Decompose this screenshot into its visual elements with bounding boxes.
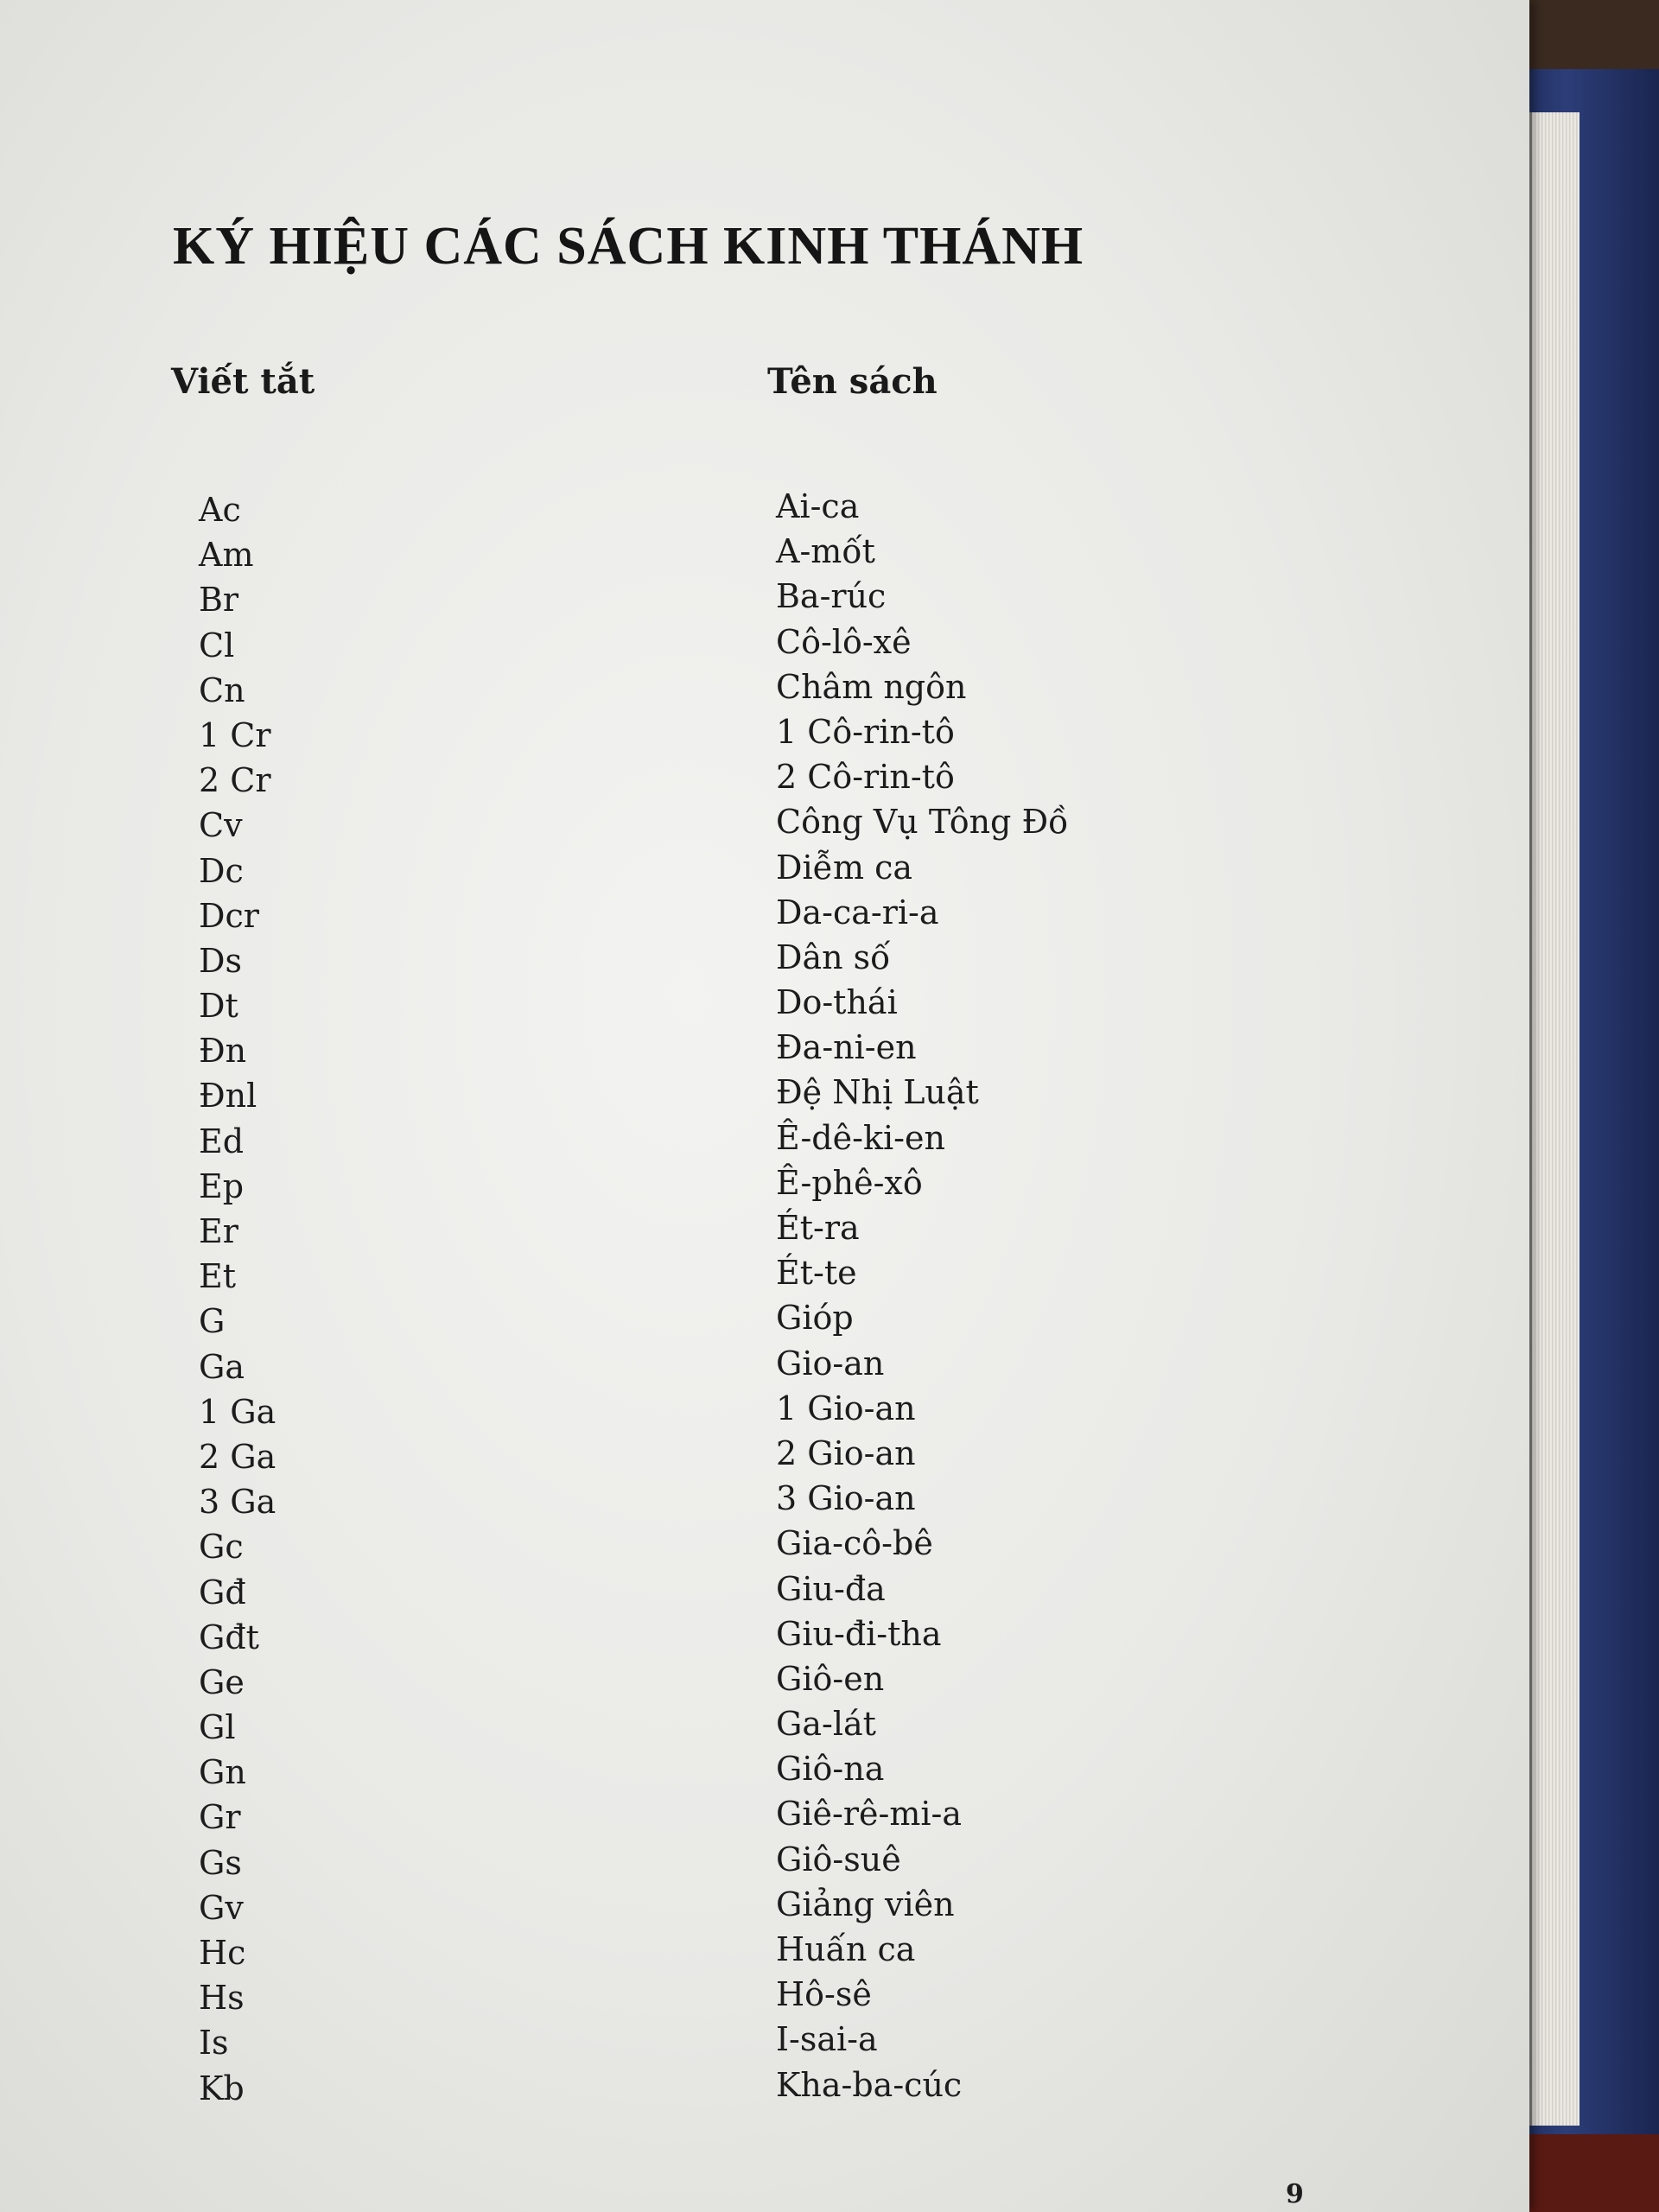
abbreviation-item: Gđ: [199, 1573, 246, 1611]
abbreviation-item: Dcr: [199, 896, 259, 935]
book-name-item: Ét-te: [776, 1254, 857, 1293]
book-name-item: Công Vụ Tông Đồ: [776, 803, 1069, 842]
abbreviation-item: Đnl: [199, 1077, 257, 1116]
abbreviation-item: Gn: [199, 1753, 246, 1792]
abbreviation-item: 2 Ga: [199, 1437, 276, 1476]
page-edges: [1529, 112, 1580, 2126]
abbreviation-item: Ge: [199, 1662, 245, 1701]
book-name-item: 2 Cô-rin-tô: [776, 758, 955, 797]
abbreviation-item: Cv: [199, 806, 243, 845]
abbreviation-column-header: Viết tắt: [171, 361, 315, 402]
abbreviation-item: 1 Cr: [199, 715, 271, 754]
book-name-item: 2 Gio-an: [776, 1433, 916, 1472]
abbreviation-item: Kb: [199, 2069, 245, 2107]
page-number: 9: [1286, 2179, 1304, 2209]
abbreviation-item: Gđt: [199, 1618, 259, 1656]
abbreviation-item: Ga: [199, 1347, 245, 1386]
abbreviation-item: Ep: [199, 1166, 245, 1205]
book-name-item: Da-ca-ri-a: [776, 893, 939, 931]
book-name-item: Ê-phê-xô: [776, 1163, 923, 1202]
book-name-list: [776, 484, 1068, 2107]
book-name-item: Do-thái: [776, 983, 898, 1022]
book-name-item: Ê-dê-ki-en: [776, 1118, 945, 1157]
abbreviation-item: Hc: [199, 1934, 246, 1972]
book-name-item: Ba-rúc: [776, 577, 887, 616]
abbreviation-item: 3 Ga: [199, 1483, 276, 1522]
abbreviation-item: Er: [199, 1212, 238, 1250]
abbreviation-item: Cn: [199, 671, 245, 709]
book-name-item: Đệ Nhị Luật: [776, 1073, 979, 1112]
book-name-item: I-sai-a: [776, 2020, 878, 2059]
abbreviation-item: 2 Cr: [199, 761, 271, 800]
book-name-item: Gia-cô-bê: [776, 1524, 933, 1563]
abbreviation-item: Is: [199, 2024, 229, 2063]
abbreviation-item: Gv: [199, 1888, 244, 1927]
book-name-item: Giô-suê: [776, 1840, 901, 1878]
book-name-item: Gio-an: [776, 1344, 885, 1382]
book-name-item: 1 Gio-an: [776, 1389, 916, 1427]
abbreviation-item: Gc: [199, 1528, 244, 1567]
book-name-item: Ga-lát: [776, 1705, 876, 1744]
book-name-item: Giu-đi-tha: [776, 1614, 942, 1653]
abbreviation-item: Gs: [199, 1843, 242, 1882]
page-title: KÝ HIỆU CÁC SÁCH KINH THÁNH: [173, 217, 1084, 276]
book-name-item: Gióp: [776, 1299, 854, 1338]
book-name-item: Dân số: [776, 938, 891, 976]
book-name-item: Giảng viên: [776, 1885, 955, 1923]
book-name-item: Đa-ni-en: [776, 1028, 917, 1067]
book-name-item: Huấn ca: [776, 1930, 916, 1968]
book-name-item: Giô-na: [776, 1750, 885, 1789]
abbreviation-item: Đn: [199, 1032, 247, 1071]
book-name-item: Giô-en: [776, 1659, 885, 1698]
book-name-item: Ét-ra: [776, 1209, 860, 1247]
book-name-item: Châm ngôn: [776, 667, 967, 706]
abbreviation-item: Ed: [199, 1122, 245, 1160]
abbreviation-item: Et: [199, 1257, 237, 1296]
abbreviation-item: G: [199, 1302, 226, 1341]
book-name-item: Cô-lô-xê: [776, 622, 912, 661]
book-name-item: Kha-ba-cúc: [776, 2065, 963, 2104]
book-name-item: 3 Gio-an: [776, 1479, 916, 1518]
abbreviation-item: Ds: [199, 941, 242, 980]
abbreviation-item: Ac: [199, 491, 241, 529]
abbreviation-item: 1 Ga: [199, 1392, 276, 1431]
book-name-item: Hô-sê: [776, 1975, 872, 2014]
abbreviation-item: Br: [199, 581, 239, 620]
abbreviation-item: Cl: [199, 626, 235, 664]
abbreviation-item: Dt: [199, 987, 238, 1026]
abbreviation-item: Gr: [199, 1798, 241, 1837]
book-name-item: Diễm ca: [776, 848, 913, 887]
abbreviation-list: [199, 487, 276, 2111]
book-name-item: A-mốt: [776, 532, 875, 571]
book-name-item: 1 Cô-rin-tô: [776, 712, 955, 751]
book-name-item: Giê-rê-mi-a: [776, 1795, 963, 1834]
abbreviation-item: Hs: [199, 1979, 245, 2018]
abbreviation-item: Gl: [199, 1708, 236, 1747]
book-name-item: Ai-ca: [776, 487, 860, 525]
abbreviation-item: Am: [199, 536, 254, 575]
book-name-item: Giu-đa: [776, 1569, 886, 1608]
book-name-column-header: Tên sách: [767, 361, 938, 402]
abbreviation-item: Dc: [199, 851, 244, 890]
